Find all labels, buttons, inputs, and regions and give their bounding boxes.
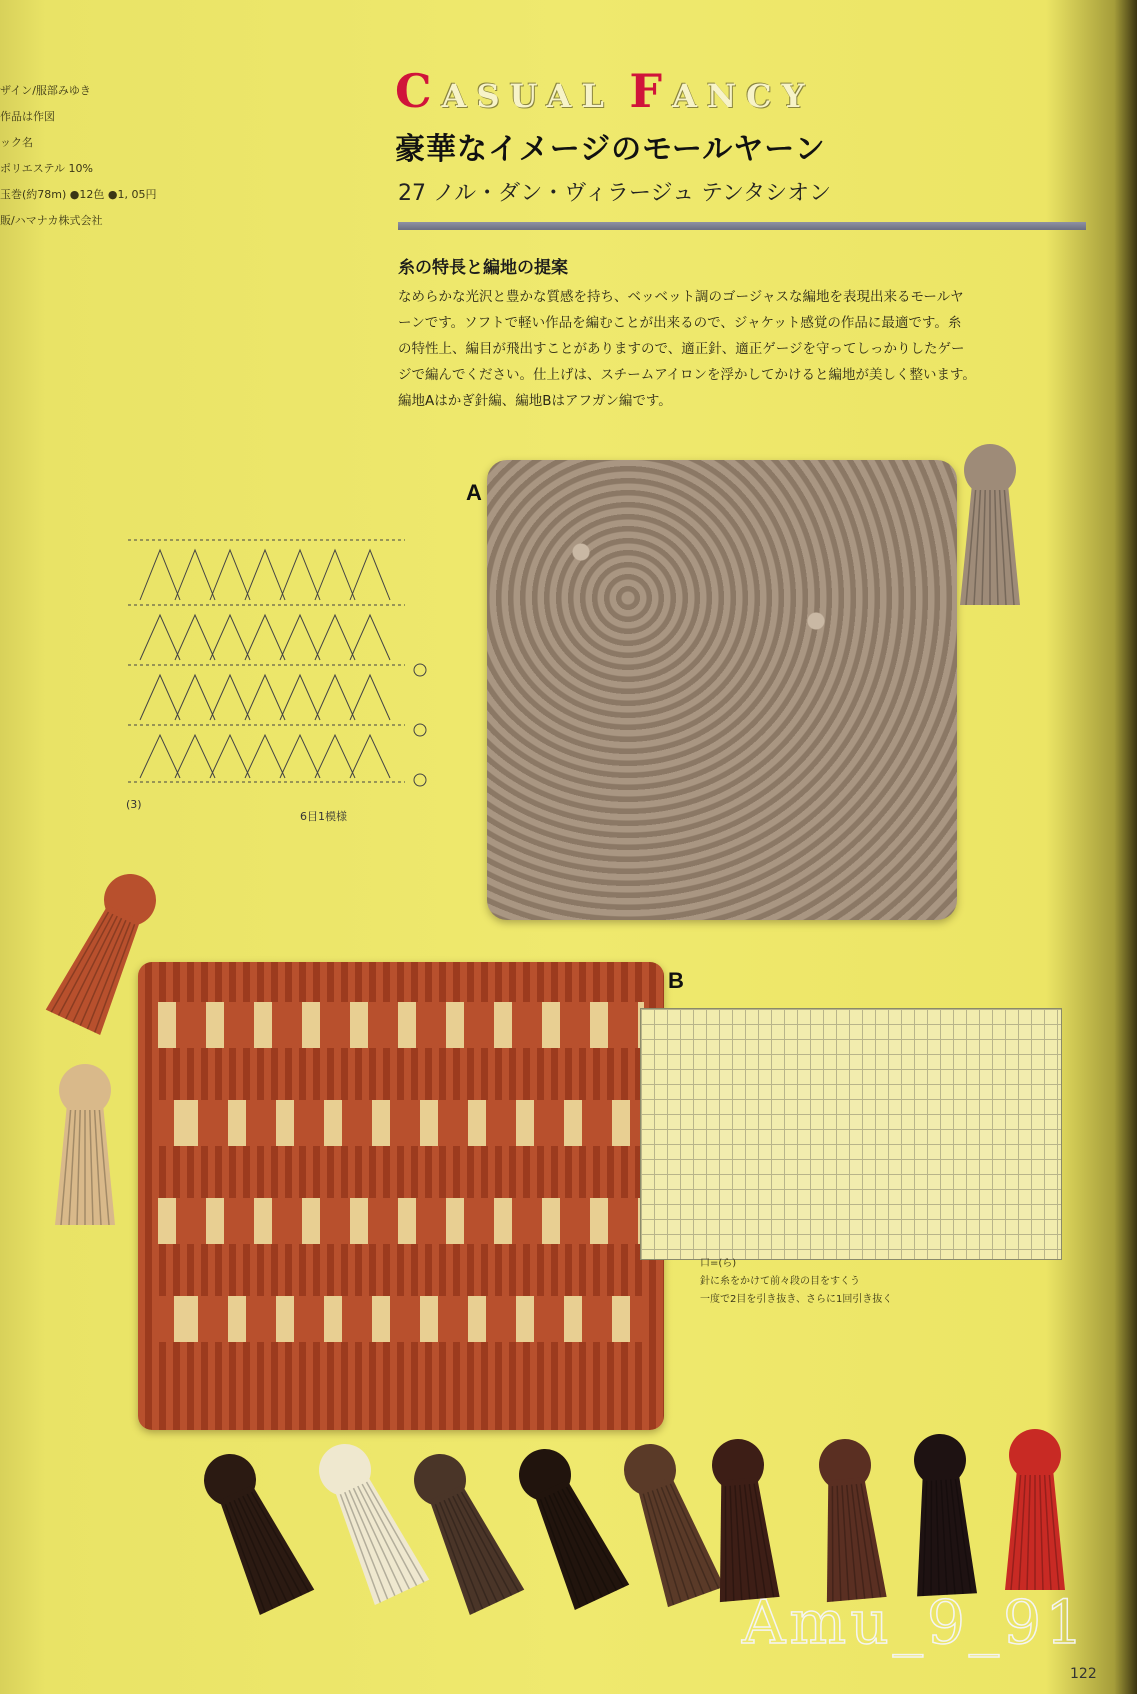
swatch-b-label: B — [668, 968, 684, 993]
brand-letter-c: C — [395, 64, 442, 118]
spec-line: ザイン/服部みゆき — [0, 84, 91, 97]
watermark: Amu_9_91 — [742, 1588, 1088, 1658]
tassel — [613, 1435, 724, 1607]
legend-line-1: 針に糸をかけて前々段の目をすくう — [700, 1276, 860, 1287]
tassel — [192, 1444, 314, 1615]
tassel — [960, 444, 1020, 605]
tassel — [1005, 1429, 1065, 1590]
spec-line: 作品は作図 — [0, 110, 55, 123]
tassel — [813, 1436, 887, 1602]
legend-line-2: 一度で2目を引き抜き、さらに1回引き抜く — [700, 1294, 893, 1305]
body-line: の特性上、編目が飛出すことがありますので、適正針、適正ゲージを守ってしっかりしたゲー — [398, 341, 965, 357]
tassel — [55, 1064, 115, 1225]
pattern-caption-right: 6目1模様 — [300, 810, 347, 823]
spec-line: ポリエステル 10% — [0, 162, 93, 175]
product-subtitle: 27 ノル・ダン・ヴィラージュ テンタシオン — [398, 181, 832, 206]
section-heading: 糸の特長と編地の提案 — [398, 258, 568, 278]
body-line: なめらかな光沢と豊かな質感を持ち、ベッベット調のゴージャスな編地を表現出来るモールヤ — [398, 289, 964, 305]
swatch-a-label: A — [466, 480, 482, 505]
tassel — [507, 1439, 629, 1610]
brand-word-fancy: ANCY — [672, 77, 815, 115]
page-number: 122 — [1070, 1666, 1097, 1682]
page-title: 豪華なイメージのモールヤーン — [395, 132, 826, 167]
legend-prefix: 口=(ら) — [700, 1258, 737, 1269]
spec-line: 玉巻(約78m) ●12色 ●1, 05円 — [0, 188, 157, 201]
brand-letter-f: F — [629, 64, 673, 118]
tassel — [909, 1432, 977, 1596]
spec-line: ック名 — [0, 136, 33, 149]
brand-word-casual: ASUAL — [441, 77, 614, 115]
body-line: ーンです。ソフトで軽い作品を編むことが出来るので、ジャケット感覚の作品に最適です。糸 — [398, 315, 962, 331]
tassel — [402, 1444, 524, 1615]
body-line: 編地Aはかぎ針編、編地Bはアフガン編です。 — [398, 393, 672, 409]
pattern-caption-left: (3) — [126, 798, 142, 811]
spec-line: 販/ハマナカ株式会社 — [0, 214, 103, 227]
body-line: ジで編んでください。仕上げは、スチームアイロンを浮かしてかけると編地が美しく整います。 — [398, 367, 976, 383]
tassel — [307, 1434, 429, 1605]
tassel — [46, 864, 168, 1035]
